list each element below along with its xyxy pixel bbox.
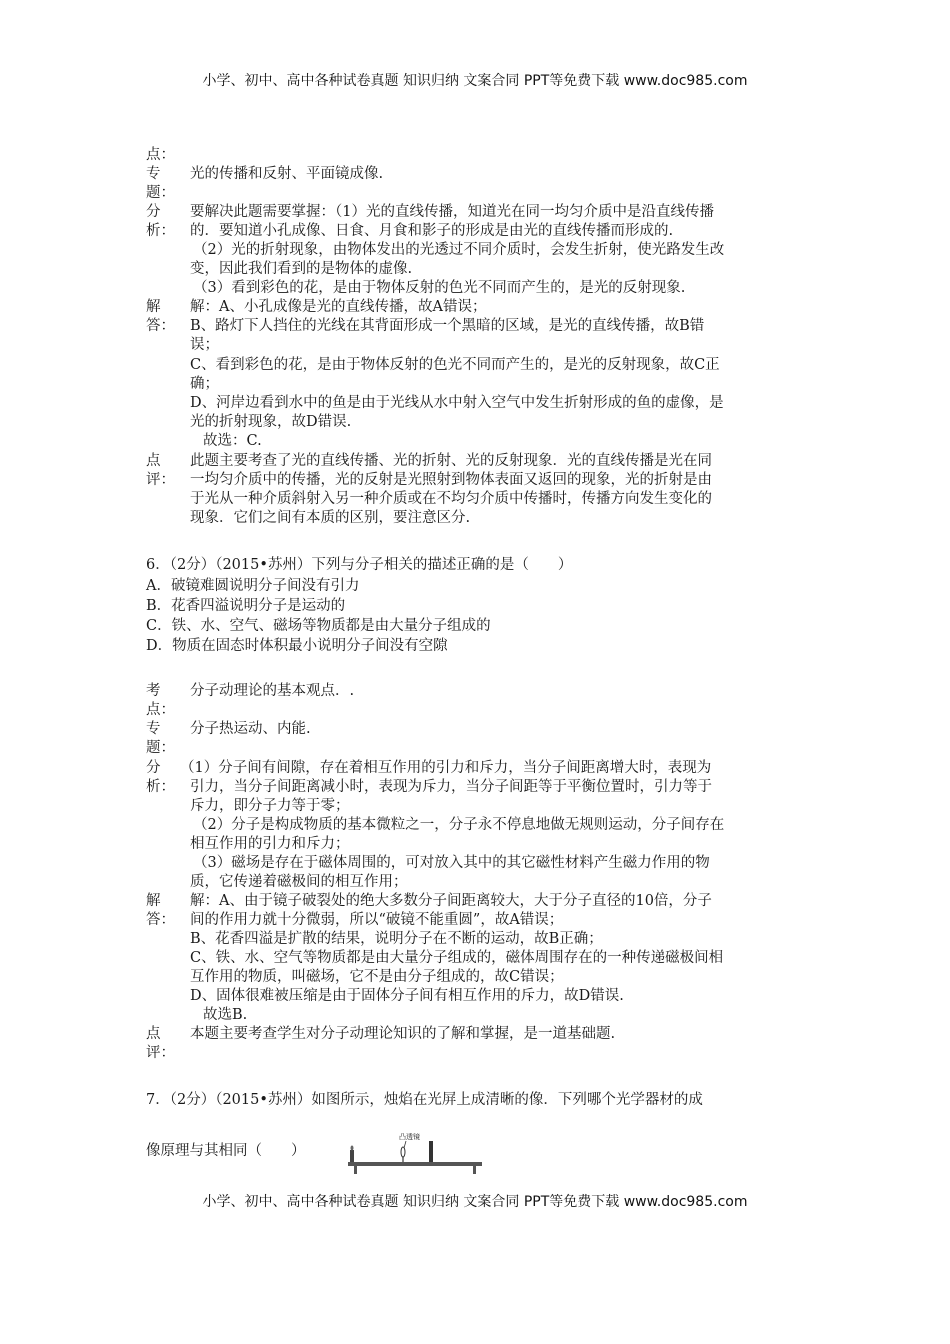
q6-kaodian-text: 分子动理论的基本观点．. xyxy=(190,683,355,699)
q5-jieda-line: 故选：C. xyxy=(203,433,262,449)
q5-fenxi-label-2: 析： xyxy=(146,223,175,239)
q5-jieda-line: C、看到彩色的花，是由于物体反射的色光不同而产生的，是光的反射现象，故C正 xyxy=(190,357,720,373)
q6-zhuanti-label: 专 xyxy=(146,721,161,737)
q6-fenxi-line: （1）分子间有间隙，存在着相互作用的引力和斥力，当分子间距离增大时，表现为 xyxy=(180,760,712,776)
q5-fenxi-line: 要解决此题需要掌握：（1）光的直线传播，知道光在同一均匀介质中是沿直线传播 xyxy=(190,204,714,220)
q6-jieda-line: C、铁、水、空气等物质都是由大量分子组成的，磁体周围存在的一种传递磁极间相 xyxy=(190,950,724,966)
q6-fenxi-line: 引力，当分子间距离减小时，表现为斥力，当分子间距等于平衡位置时，引力等于 xyxy=(190,779,712,795)
q7-stem-line-1: 7．（2分）（2015•苏州）如图所示，烛焰在光屏上成清晰的像．下列哪个光学器材的成 xyxy=(146,1092,703,1108)
figure-label-convex-lens: 凸透镜 xyxy=(399,1133,420,1141)
q6-jieda-line: 间的作用力就十分微弱，所以“破镜不能重圆”，故A错误； xyxy=(190,912,564,928)
q6-dianping-label: 点 xyxy=(146,1026,161,1042)
q6-option-a: A．破镜难圆说明分子间没有引力 xyxy=(146,578,360,594)
q5-dianping-line: 于光从一种介质斜射入另一种介质或在不均匀介质中传播时，传播方向发生变化的 xyxy=(190,491,712,507)
q6-dianping-text: 本题主要考查学生对分子动理论知识的了解和掌握，是一道基础题. xyxy=(190,1026,616,1042)
q6-zhuanti-label-2: 题： xyxy=(146,740,175,756)
q6-option-c: C．铁、水、空气、磁场等物质都是由大量分子组成的 xyxy=(146,618,491,634)
q5-fenxi-line: 的．要知道小孔成像、日食、月食和影子的形成是由光的直线传播而形成的. xyxy=(190,223,674,239)
q6-dianping-label-2: 评： xyxy=(146,1045,175,1061)
convex-lens xyxy=(401,1147,405,1157)
q5-dianping-label: 点 xyxy=(146,453,161,469)
q6-jieda-line: B、花香四溢是扩散的结果，说明分子在不断的运动，故B正确； xyxy=(190,931,603,947)
q6-fenxi-label-2: 析： xyxy=(146,779,175,795)
candle xyxy=(350,1150,354,1162)
q5-fenxi-line: （3）看到彩色的花，是由于物体反射的色光不同而产生的，是光的反射现象. xyxy=(193,280,686,296)
q6-fenxi-line: 相互作用的引力和斥力； xyxy=(190,836,350,852)
q6-stem: 6．（2分）（2015•苏州）下列与分子相关的描述正确的是（ ） xyxy=(146,557,573,573)
q5-dianping-label-2: 评： xyxy=(146,472,175,488)
light-screen xyxy=(429,1141,433,1162)
q6-option-b: B．花香四溢说明分子是运动的 xyxy=(146,598,346,614)
q5-zhuanti-label-2: 题： xyxy=(146,185,175,201)
q5-jieda-line: 解：A、小孔成像是光的直线传播，故A错误； xyxy=(190,299,487,315)
q6-jieda-label: 解 xyxy=(146,893,161,909)
label-pointer xyxy=(404,1141,406,1148)
q5-jieda-line: 光的折射现象，故D错误. xyxy=(190,414,352,430)
q5-jieda-label-2: 答： xyxy=(146,318,175,334)
optical-bench-rail xyxy=(348,1162,482,1166)
q6-kaodian-label-2: 点： xyxy=(146,702,175,718)
page-header: 小学、初中、高中各种试卷真题 知识归纳 文案合同 PPT等免费下载 www.doc985.com xyxy=(202,73,748,89)
q6-fenxi-label: 分 xyxy=(146,760,161,776)
q5-dianping-line: 现象．它们之间有本质的区别，要注意区分. xyxy=(190,510,471,526)
q6-jieda-label-2: 答： xyxy=(146,912,175,928)
bench-leg-left xyxy=(354,1166,357,1174)
q5-fenxi-line: （2）光的折射现象，由物体发出的光透过不同介质时，会发生折射，使光路发生改 xyxy=(193,242,725,258)
q5-jieda-line: D、河岸边看到水中的鱼是由于光线从水中射入空气中发生折射形成的鱼的虚像，是 xyxy=(190,395,724,411)
q6-fenxi-line: 质，它传递着磁极间的相互作用； xyxy=(190,874,408,890)
q5-dianping-line: 一均匀介质中的传播，光的反射是光照射到物体表面又返回的现象，光的折射是由 xyxy=(190,472,712,488)
q6-fenxi-line: （3）磁场是存在于磁体周围的，可对放入其中的其它磁性材料产生磁力作用的物 xyxy=(193,855,710,871)
q6-jieda-line: D、固体很难被压缩是由于固体分子间有相互作用的斥力，故D错误. xyxy=(190,988,624,1004)
q5-jieda-label: 解 xyxy=(146,299,161,315)
q6-kaodian-label: 考 xyxy=(146,683,161,699)
q5-jieda-line: 误； xyxy=(190,337,219,353)
q6-jieda-line: 故选B. xyxy=(203,1007,248,1023)
q5-jieda-line: 确； xyxy=(190,376,219,392)
optical-bench-figure xyxy=(346,1132,486,1174)
candle-flame xyxy=(351,1146,354,1151)
q5-jieda-line: B、路灯下人挡住的光线在其背面形成一个黑暗的区域，是光的直线传播，故B错 xyxy=(190,318,705,334)
page-footer: 小学、初中、高中各种试卷真题 知识归纳 文案合同 PPT等免费下载 www.doc985.com xyxy=(202,1194,748,1210)
q6-fenxi-line: （2）分子是构成物质的基本微粒之一，分子永不停息地做无规则运动，分子间存在 xyxy=(193,817,725,833)
q6-jieda-line: 解：A、由于镜子破裂处的绝大多数分子间距离较大，大于分子直径的10倍，分子 xyxy=(190,893,712,909)
q6-option-d: D．物质在固态时体积最小说明分子间没有空隙 xyxy=(146,638,448,654)
q6-zhuanti-text: 分子热运动、内能. xyxy=(190,721,311,737)
q5-fenxi-line: 变，因此我们看到的是物体的虚像. xyxy=(190,261,413,277)
q5-zhuanti-text: 光的传播和反射、平面镜成像. xyxy=(190,166,384,182)
q5-zhuanti-label: 专 xyxy=(146,166,161,182)
q6-fenxi-line: 斥力，即分子力等于零； xyxy=(190,798,350,814)
q5-fenxi-label: 分 xyxy=(146,204,161,220)
q6-jieda-line: 互作用的物质，叫磁场，它不是由分子组成的，故C错误； xyxy=(190,969,564,985)
bench-leg-right xyxy=(473,1166,476,1174)
q5-kaodian-label-tail: 点： xyxy=(146,147,175,163)
q7-stem-line-2: 像原理与其相同（ ） xyxy=(146,1143,306,1159)
q5-dianping-line: 此题主要考查了光的直线传播、光的折射、光的反射现象．光的直线传播是光在同 xyxy=(190,453,712,469)
